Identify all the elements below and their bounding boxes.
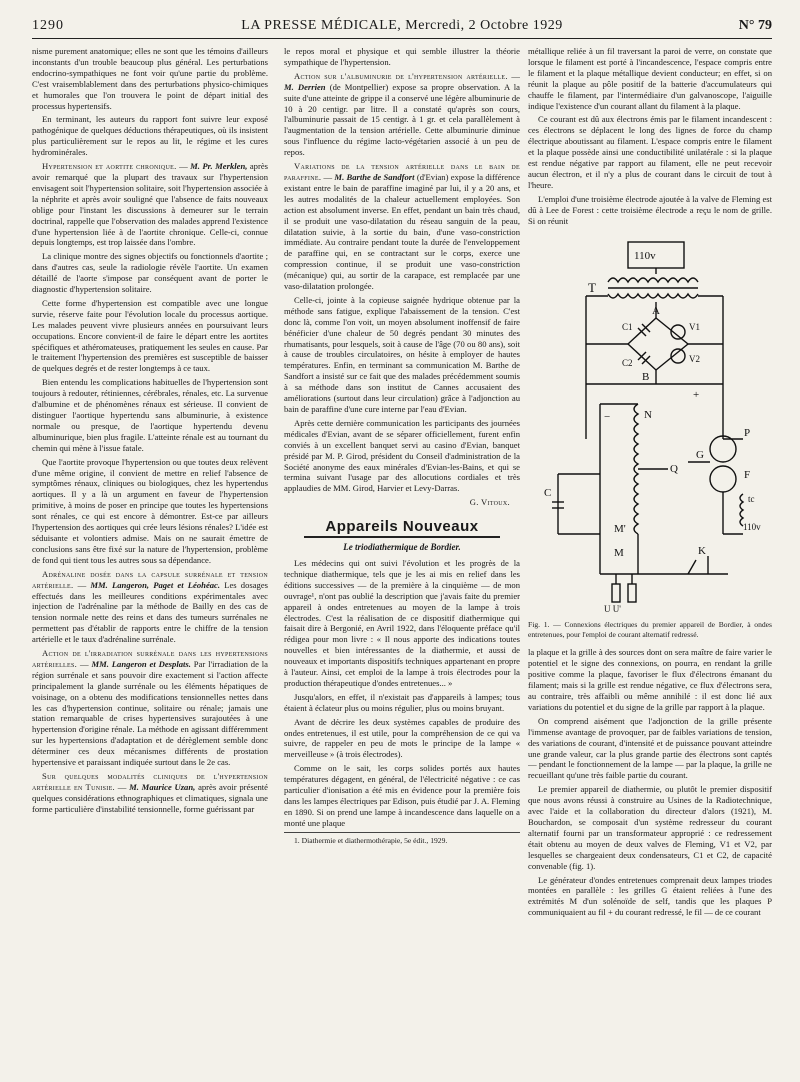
fig-label-c1: C1 bbox=[622, 321, 633, 332]
fig-label-m-prime: M' bbox=[614, 522, 626, 535]
section-derrien: Action sur l'albuminurie de l'hypertension artérielle. — M. Derrien (de Montpellier) expose sa propre observation. A la suite d'une atteinte de grippe il a conservé une légère albuminurie de 10 à 20 centigr. par litre. Il a constaté qu'après son cours, l'albuminurie passait de 15 centigr. à 1 gr. et cela parallèlement à l'augmentation de la tension artérielle. Cette albuminurie diminue sous l'influence du régime lacto-végétarien associé à un peu de repos. bbox=[284, 70, 520, 158]
section-barthe: Variations de la tension artérielle dans le bain de paraffine. — M. Barthe de Sandfort (d'Evian) expose la différence existant entre le bain de paraffine imaginé par lui, il y a 20 ans, et les autres modalités de la chaleur actuellement employées. Son action est absolument inverse. En effet, pendant un bain très chaud, il se produit une vaso-dilatation du réseau sanguin de la peau, dilatation suivie, à la sortie du bain, d'une vaso-constriction immédiate. Au contraire pendant toute la durée de l'enveloppement de paraffine qui, en se contractant sur le corps, exerce une compression continue, il se produit une vaso-constriction (mécanique) qui, au sortir de la carapace, est remplacée par une vaso-dilatation prolongée. bbox=[284, 161, 520, 292]
journal-title: LA PRESSE MÉDICALE, Mercredi, 2 Octobre 1929 bbox=[241, 18, 563, 33]
section-langeron-paget: Adrénaline dosée dans la capsule surrénale et tension artérielle. — MM. Langeron, Paget et Léohéac. Les dosages effectués dans les meilleures conditions expérimentales avec injection de l'adrénaline par la méthode de Bailly en des cas de tension normale nette des reins et dans des tumeurs surrénales ne permettent pas d'établir de rapports entre le chiffre de la tension artérielle et le taux d'adrénaline surrénale. bbox=[32, 568, 268, 645]
paragraph: Que l'aortite provoque l'hypertension ou que toutes deux relèvent d'une même origine, il convient de mettre en relief l'absence de symptômes rénaux, cliniques ou biologiques, chez les hypertendus aortiques. Il y a là un argument en faveur de l'hypertension primitive, à moins de poser en principe que toutes les hypertensions sont rénales, ce qui est encore à démontrer. Est-ce par ailleurs l'hypertension des aortiques qui crée leurs lésions rénales? L'idée est séduisante et volontiers admise. Mais on ne saurait émettre de conclusions sans être fixé sur la nature de l'hypertension, problème de fond qui tient tous les autres sous sa dépendance. bbox=[32, 456, 268, 565]
paragraph: Celle-ci, jointe à la copieuse saignée hydrique obtenue par la méthode sans fatigue, explique l'abaissement de la tension. C'est donc là, comme l'on voit, un moyen absolument inoffensif de faire bénéficier d'une chaleur de 50 degrés pendant 30 minutes des rhumatisants, pour lesquels, soit à cause de l'âge (70 ou 80 ans), soit à cause de troubles circulatoires, on hésite à employer de hautes températures. Enfin, en terminant sa communication M. Barthe de Sandfort a insisté sur ce fait que des malades précédemment soumis à sa méthode dans son institut de Cannes accusaient des améliorations (surtout dans leur circulation) grâce à l'adjonction au bain de paraffine d'une cure interne par l'eau d'Evian. bbox=[284, 294, 520, 414]
section-uzan: Sur quelques modalités cliniques de l'hypertension artérielle en Tunisie. — M. Maurice Uzan, après avoir présenté quelques considérations ethnographiques et climatiques, signala une forme particulière d'instabilité tensionnelle, forme guérissant par bbox=[32, 771, 268, 814]
paragraph: la plaque et la grille à des sources dont on sera maître de faire varier le potentiel et le signe des connexions, on pourra, en rendant la grille positive comme la plaque, favoriser le flux d'électrons émanant du filament; mais si la grille est rendue négative, ce flux d'électrons sera, au contraire, très affaibli ou même annihilé : il est donc lié aux variations du potentiel et du signe de la grille par rapport à la plaque. bbox=[528, 647, 772, 712]
article-subtitle: Le triodiathermique de Bordier. bbox=[343, 542, 461, 553]
signature: G. Vitoux. bbox=[469, 497, 510, 508]
paragraph: le repos moral et physique et qui semble illustrer la théorie sympathique de l'hypertension. bbox=[284, 46, 520, 67]
author: MM. Langeron et Desplats. bbox=[91, 658, 191, 669]
fig-label-voltage-top: 110v bbox=[634, 249, 656, 262]
paragraph: Avant de décrire les deux systèmes capables de produire des ondes entretenues, il est utile, pour la compréhension de ce qui va suivre, de rappeler en peu de mots le principe de la lampe « merveilleuse » (à trois électrodes). bbox=[284, 716, 520, 760]
author: MM. Langeron, Paget et Léohéac. bbox=[90, 579, 221, 590]
section-title: Hypertension et aortite chronique. bbox=[42, 161, 177, 172]
fig-label-uu: U U' bbox=[604, 603, 621, 614]
paragraph: Cette forme d'hypertension est compatible avec une longue survie, réserve faite pour l'évolution locale du processus aortique. Les malades peuvent vivre plusieurs années en poursuivant leurs occupations. Encore convient-il de faire le départ entre les aortites spécifiques et athéromateuses, pratiquement les seules en cause. Par le traitement l'hypertension des premières est susceptible de baisser de quelques degrés et de rester longtemps à ce taux. bbox=[32, 297, 268, 374]
paragraph: Les médecins qui ont suivi l'évolution et les progrès de la technique diathermique, tels que je les ai mis en relief dans les éditions successives — de la première à la cinquième — de mon ouvrage¹, n'ont pas oublié la description que j'avais faite du premier appareil à ondes entretenues au moyen de la lampe à trois électrodes. C'est la réalisation de ce dispositif diathermique qui faisait dire à Bergonié, en Avril 1922, dans l'éloquente préface qu'il rédigea pour mon livre : « Il nous apporte des indications toutes nouvelles et bien intéressantes de la diathermie, et aussi de nouveaux et importants dispositifs techniques appartenant en propre à l'auteur. Ainsi, cet emploi de la lampe à trois électrodes pour la production thérapeutique d'ondes entretenues... » bbox=[284, 557, 520, 688]
author: M. Barthe de Sandfort bbox=[334, 171, 415, 182]
fig-label-f: F bbox=[744, 468, 751, 481]
paragraph: Ce courant est dû aux électrons émis par le filament incandescent : ces électrons se déplacent le long des lignes de force du champ électrique aboutissant au filament. L'espace compris entre le filament et la plaque possède ainsi une conductibilité unilatérale : si la plaque est rendue négative par rapport au filament, elle ne peut recevoir aucun électron, et il n'y a plus de courant dans le circuit de tout à l'heure. bbox=[528, 114, 772, 190]
section-text: Par l'irradiation de la région surrénale et sans pouvoir dire exactement si l'action affecte principalement la glande surrénale ou les éléments hépatiques de voisinage, on a obtenu des modifications tensionnelles nettes dans les cas d'hypertension continue, solitaire ou rénale; jamais une station remarquable de crises hypertensives surajoutées à une hypertension d'origine rénale. La méthode en agissant différemment sur les hypertensions d'adaptation et de dérèglement semble donc déterminer ces deux mécanismes différents de prostation hypertensive et paraissant indiquée surtout dans le 2e cas. bbox=[32, 658, 268, 768]
column-right bbox=[528, 46, 772, 1066]
fig-label-c: C bbox=[544, 486, 552, 499]
fig-label-m: M bbox=[614, 546, 624, 559]
paragraph: Jusqu'alors, en effet, il n'existait pas d'appareils à lampes; tous étaient à éclateur plus ou moins régulier, plus ou moins bruyant. bbox=[284, 691, 520, 713]
section-text: après avoir remarqué que la plupart des travaux sur l'hypertension envisagent soit l'hypertension solitaire, soit l'hypertension associée à la néphrite et après avoir souligné que l'absence de faits nouveaux oblige pour l'instant les discussions à demeurer sur le terrain doctrinal, rappelle que l'observation des malades apprend l'existence d'une hypertension liée à de l'aortite chronique. Celle-ci, connue depuis longtemps, est trop laissée dans l'ombre. bbox=[32, 161, 268, 248]
section-heading-rule bbox=[304, 536, 500, 538]
fig-label-v1: V1 bbox=[689, 321, 700, 332]
issue-number: N° 79 bbox=[738, 18, 772, 33]
section-text: (d'Evian) expose la différence existant entre le bain de paraffine imaginé par lui, il y a 20 ans, et les autres modalités de la chaleur actuellement employées. Son action est absolument inverse. En effet, pendant un bain très chaud, il se produit une vaso-dilatation du réseau sanguin de la peau, dilatation suivie, à la sortie du bain, d'une vaso-constriction immédiate. Au contraire pendant toute la durée de l'enveloppement de paraffine qui, en se contractant sur le corps, exerce une compression continue, il se produit une vaso-constriction (mécanique) qui, au sortir de la carapace, est remplacée par une vaso-dilatation prolongée. bbox=[284, 171, 520, 292]
footnote: 1. Diathermie et diathermothérapie, 5e édit., 1929. bbox=[284, 832, 520, 847]
paragraph: Le premier appareil de diathermie, ou plutôt le premier dispositif que nous avons réussi à construire au Usines de la Radiotechnique, avec l'aide et la collaboration du directeur d'alors (1921), M. Bouchardon, se composait d'un système redresseur du courant alternatif fourni par un transformateur approprié : ce redressement était obtenu au moyen de deux valves de Fleming, V1 et V2, par lesquelles se chargeaient deux condensateurs, C1 et C2, de capacité convenable (fig. 1). bbox=[528, 784, 772, 871]
section-text: Les dosages effectués dans les meilleures conditions expérimentales avec injection de l'adrénaline par la méthode de Bailly en des cas de tension normale nette des reins et dans des tumeurs surrénales ne permettent pas d'établir de rapports entre le chiffre de la tension artérielle et le taux d'adrénaline surrénale. bbox=[32, 579, 268, 645]
fig-label-c2: C2 bbox=[622, 357, 633, 368]
fig-label-t: T bbox=[588, 279, 596, 295]
fig-label-plus: + bbox=[693, 388, 700, 401]
paragraph: Le générateur d'ondes entretenues comprenait deux lampes triodes montées en parallèle : les grilles G étaient reliées à l'une des extrémités M d'un solénoïde de self, tandis que les plaques P communiquaient au fil + du courant redressé, le fil — de ce courant bbox=[528, 874, 772, 918]
section-langeron-desplats: Action de l'irradiation surrénale dans les hypertensions artérielles. — MM. Langeron et Desplats. Par l'irradiation de la région surrénale et sans pouvoir dire exactement si l'action affecte principalement la glande surrénale ou les éléments hépatiques de voisinage, on a obtenu des modifications tensionnelles nettes dans les cas d'hypertension continue, solitaire ou rénale; jamais une station remarquable de crises hypertensives surajoutées à une hypertension d'origine rénale. La méthode en agissant différemment sur les hypertensions d'adaptation et de dérèglement semble donc déterminer ces deux mécanismes différents de prostation hypertensive et paraissant indiquée surtout dans le 2e cas. bbox=[32, 648, 268, 768]
section-heading: Appareils Nouveaux bbox=[325, 518, 479, 536]
paragraph: Comme on le sait, les corps solides portés aux hautes températures dégagent, en général, de l'électricité négative : ce cas particulier d'ionisation a été mis en évidence pour la première fois dans les lampes électriques par Edison, puis étudié par J. A. Fleming en 1890. Si on prend une lampe à incandescence dans laquelle on a monté une plaque bbox=[284, 763, 520, 828]
fig-label-minus: − bbox=[604, 410, 611, 423]
page-header bbox=[32, 18, 772, 36]
paragraph: Après cette dernière communication les participants des journées médicales d'Evian, avant de se séparer officiellement, furent enfin conviés à un excellent banquet servi au casino d'Evian, banquet présidé par M. P. Girod, président du Conseil d'administration de la Société anonyme des eaux minérales d'Evian-les-Bains, et qui se termina suivant l'usage par des allocutions cordiales et très applaudies de MM. Girod, Harvier et Levy-Darras. bbox=[284, 417, 520, 494]
fig-label-k: K bbox=[698, 544, 706, 557]
fig-label-q: Q bbox=[670, 462, 678, 475]
section-merklen: Hypertension et aortite chronique. — M. Pr. Merklen, après avoir remarqué que la plupart des travaux sur l'hypertension envisagent soit l'hypertension solitaire, soit l'hypertension associée à la néphrite et après avoir souligné que l'absence de faits nouveaux oblige pour l'instant les discussions à demeurer sur le terrain doctrinal, rappelle que l'observation des malades apprend l'existence d'une hypertension liée à de l'aortite chronique. Celle-ci, connue depuis longtemps, est trop laissée dans l'ombre. bbox=[32, 161, 268, 248]
figure-caption: Fig. 1. — Connexions électriques du premier appareil de Bordier, à ondes entretenues, pour l'emploi de courant alternatif redressé. bbox=[528, 620, 772, 639]
column-left bbox=[32, 46, 268, 1066]
fig-label-a: A bbox=[652, 304, 660, 317]
section-text: après avoir présenté quelques considérations ethnographiques et climatiques, signala une forme particulière d'instabilité tensionnelle, forme guérissant par bbox=[32, 781, 268, 814]
author: M. Derrien bbox=[284, 81, 326, 92]
section-title: Adrénaline dosée dans la capsule surrénale et tension artérielle. bbox=[32, 568, 268, 590]
fig-label-b: B bbox=[642, 370, 650, 383]
fig-label-voltage-side: 110v bbox=[743, 521, 761, 532]
circuit-diagram bbox=[538, 234, 768, 614]
author: M. Maurice Uzan, bbox=[129, 781, 196, 792]
header-rule bbox=[32, 38, 772, 39]
paragraph: Bien entendu les complications habituelles de l'hypertension sont toujours à redouter, rétiniennes, cérébrales, rénales, etc. La survenue d'albumine et de phénomènes rénaux est sérieuse. Il convient de distinguer l'aortique hypertendu sans albuminurie, à existence normale ou presque, de l'aortique hypertendu devenu albuminurique, bien plus fragile. L'atteinte rénale est au tournant du chemin qui mène à l'issue fatale. bbox=[32, 377, 268, 453]
section-text: (de Montpellier) expose sa propre observation. A la suite d'une atteinte de grippe il a conservé une légère albuminurie de 10 à 20 centigr. par litre. Il a constaté qu'après son cours, l'albuminurie passait de 15 centigr. à 1 gr. et cela parallèlement à l'augmentation de la tension artérielle. Cette albuminurie diminue sous l'influence du régime lacto-végétarien associé à un peu de repos. bbox=[284, 81, 520, 158]
column-middle bbox=[284, 46, 520, 1066]
section-title: Action de l'irradiation surrénale dans les hypertensions artérielles. bbox=[32, 648, 268, 669]
page-number: 1290 bbox=[32, 18, 64, 33]
paragraph: On comprend aisément que l'adjonction de la grille présente l'immense avantage de provoquer, par de faibles variations de tension, des variations de courant, d'intensité et de puissance pouvant atteindre une grande valeur, car la plus grande partie des électrons sont captés — pendant le fonctionnement de la lampe — par la plaque, la grille ne recueillant qu'une très faible partie du courant. bbox=[528, 715, 772, 781]
author: M. Pr. Merklen, bbox=[190, 161, 248, 172]
paragraph: En terminant, les auteurs du rapport font suivre leur exposé pathogénique de quelques déductions thérapeutiques, où ils insistent plus particulièrement sur le repos au lit, le régime et les cures hydrominérales. bbox=[32, 114, 268, 158]
fig-label-g: G bbox=[696, 448, 704, 461]
section-title: Action sur l'albuminurie de l'hypertension artérielle. bbox=[294, 70, 508, 81]
fig-label-v2: V2 bbox=[689, 353, 700, 364]
fig-label-p: P bbox=[744, 426, 751, 439]
paragraph: nisme purement anatomique; elles ne sont que les témoins d'ailleurs inconstants d'un trouble beaucoup plus général. Les perturbations endocrino-sympathiques ne font voir qu'une partie du problème. C'est vraisemblablement dans des perturbations physico-chimiques et humorales que l'on trouvera le point de départ initial des processus hypertensifs. bbox=[32, 46, 268, 111]
paragraph: métallique reliée à un fil traversant la paroi de verre, on constate que lorsque le filament est porté à l'incandescence, l'espace compris entre le filament et la plaque métallique devient conducteur; en effet, si on réunit la plaque au pôle positif de la batterie d'accumulateurs qui chauffe le filament, par l'intermédiaire d'un galvanoscope, l'aiguille indique l'existence d'un courant allant du filament à la plaque. bbox=[528, 46, 772, 111]
paragraph: La clinique montre des signes objectifs ou fonctionnels d'aortite ; dans d'autres cas, seule la radiologie révèle l'aortite. Un examen détaillé de l'aorte s'impose par conséquent avant de porter le diagnostic d'hypertension solitaire. bbox=[32, 251, 268, 295]
section-title: Sur quelques modalités cliniques de l'hypertension artérielle en Tunisie. bbox=[32, 771, 268, 792]
fig-label-tc: tc bbox=[748, 493, 755, 504]
paragraph: L'emploi d'une troisième électrode ajoutée à la valve de Fleming est dû à Lee de Forest : cette troisième électrode a reçu le nom de grille. Si on réunit bbox=[528, 193, 772, 226]
section-title: Variations de la tension artérielle dans le bain de paraffine. bbox=[284, 161, 520, 182]
fig-label-n: N bbox=[644, 408, 652, 421]
